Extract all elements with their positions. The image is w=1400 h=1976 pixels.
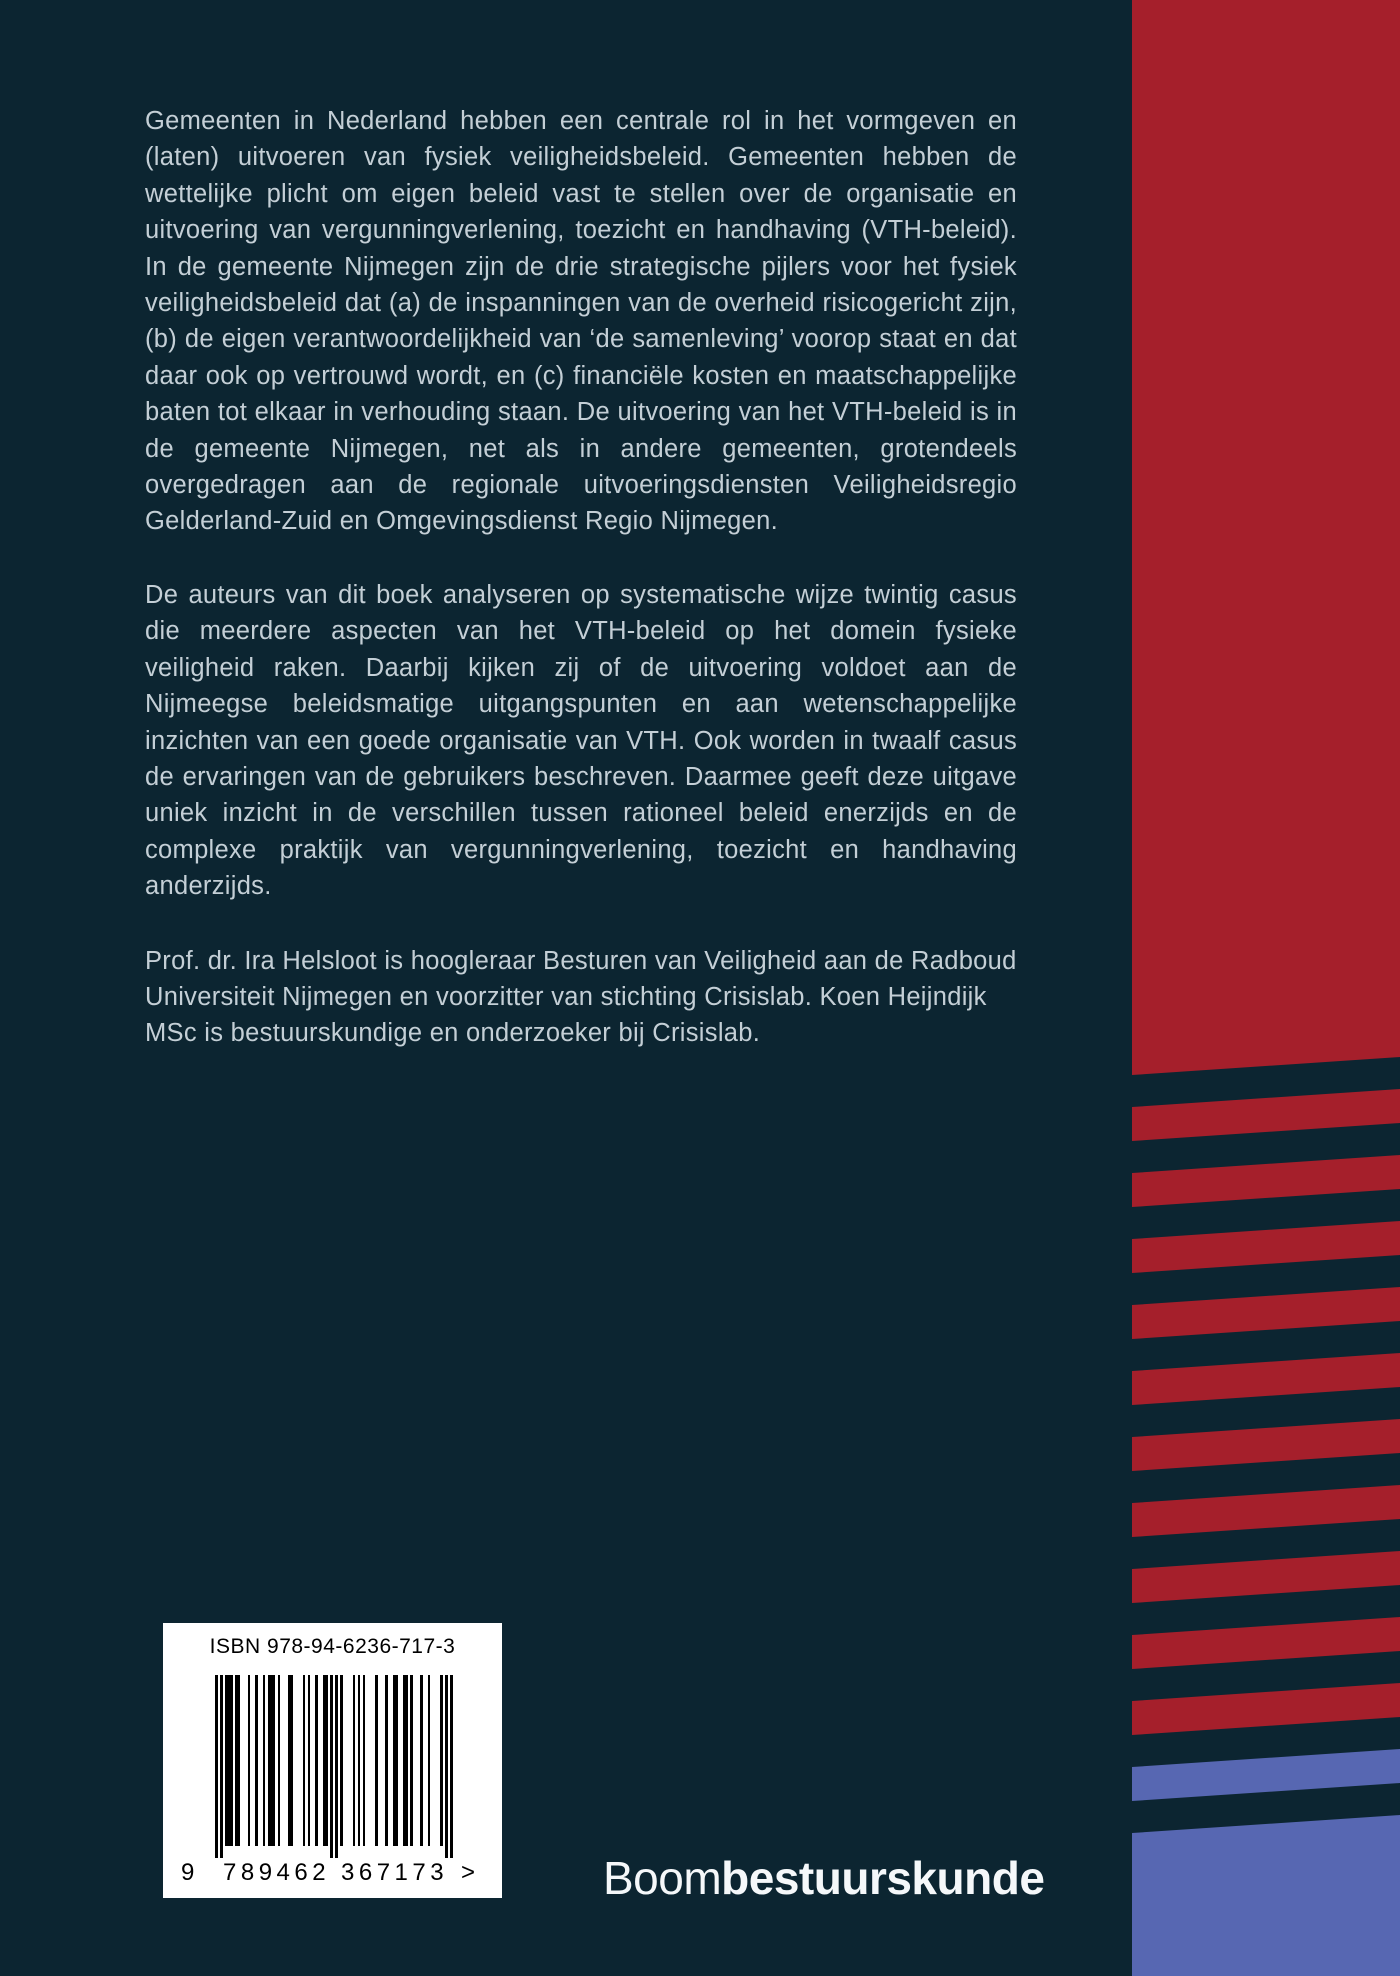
barcode-bar [273, 1675, 276, 1846]
isbn-label: ISBN 978-94-6236-717-3 [209, 1635, 456, 1658]
author-bio: Prof. dr. Ira Helsloot is hoogleraar Besturen van Veiligheid aan de Radboud Universiteit Nijmegen en voorzitter van stichting Crisislab. Koen Heijndijk MSc is bestuurskundige en onderzoeker bij Crisislab. [145, 946, 1017, 1048]
red-stripe [1132, 1155, 1400, 1207]
barcode-bar [358, 1675, 361, 1846]
barcode-bar [385, 1675, 388, 1846]
barcode-guard-bar [335, 1675, 338, 1858]
barcode-digit-lead: 9 [181, 1859, 195, 1886]
barcode-guard-bar [330, 1675, 333, 1858]
publisher-name-regular: Boom [603, 1852, 722, 1904]
barcode-bar [290, 1675, 293, 1846]
red-stripe [1132, 1287, 1400, 1339]
barcode-bar [410, 1675, 413, 1846]
publisher-name-bold: bestuurskunde [721, 1852, 1045, 1904]
red-stripe [1132, 1551, 1400, 1603]
stripe-decoration-svg [1132, 0, 1400, 1976]
red-stripe [1132, 1353, 1400, 1405]
blurb-paragraph-1: Gemeenten in Nederland hebben een centrale rol in het vormgeven en (laten) uitvoeren van fysiek veiligheidsbeleid. Gemeenten hebben de wettelijke plicht om eigen beleid vast te stellen over de organisatie en uitvoering van vergunningverlening, toezicht en handhaving (VTH-beleid). In de gemeente Nijmegen zijn de drie strategische pijlers voor het fysiek veiligheidsbeleid dat (a) de inspanningen van de overheid risicogericht zijn, (b) de eigen verantwoordelijkheid van ‘de samenleving’ voorop staat en dat daar ook op vertrouwd wordt, en (c) financiële kosten en maatschappelijke baten tot elkaar in verhouding staan. De uitvoering van het VTH-beleid is in de gemeente Nijmegen, net als in andere gemeenten, grotendeels overgedragen aan de regionale uitvoeringsdiensten Veiligheidsregio Gelderland-Zuid en Omgevingsdienst Regio Nijmegen. [145, 107, 1017, 536]
red-block [1132, 0, 1400, 1075]
barcode-panel [163, 1623, 502, 1898]
barcode-guard-bar [220, 1675, 223, 1858]
barcode-bar [263, 1675, 266, 1846]
barcode-bar [395, 1675, 398, 1846]
barcode-guard-bar [445, 1675, 448, 1858]
barcode-bar [238, 1675, 241, 1846]
red-stripe [1132, 1485, 1400, 1537]
barcode-bar [340, 1675, 343, 1846]
barcode-end-marker: > [461, 1859, 476, 1886]
blurb-text [145, 103, 1017, 1052]
barcode-bar [375, 1675, 378, 1846]
barcode-bar [278, 1675, 281, 1846]
barcode-digits [163, 1859, 502, 1889]
barcode-bar [420, 1675, 423, 1846]
barcode-bar [315, 1675, 318, 1846]
stripe-decoration [1132, 0, 1400, 1976]
barcode-bar [428, 1675, 431, 1846]
barcode-bar [353, 1675, 356, 1846]
barcode-bar [325, 1675, 328, 1846]
barcode-bar [308, 1675, 311, 1846]
red-stripe [1132, 1221, 1400, 1273]
red-stripe [1132, 1683, 1400, 1735]
barcode-bar [255, 1675, 258, 1846]
barcode-bars [215, 1675, 453, 1858]
blue-stripe [1132, 1749, 1400, 1801]
red-stripe [1132, 1419, 1400, 1471]
barcode-bar [248, 1675, 251, 1846]
barcode-bar [303, 1675, 306, 1846]
barcode-bar [230, 1675, 233, 1846]
blurb-paragraph-2: De auteurs van dit boek analyseren op systematische wijze twintig casus die meerdere aspecten van het VTH-beleid op het domein fysieke veiligheid raken. Daarbij kijken zij of de uitvoering voldoet aan de Nijmeegse beleidsmatige uitgangspunten en aan wetenschappelijke inzichten van een goede organisatie van VTH. Ook worden in twaalf casus de ervaringen van de gebruikers beschreven. Daarmee geeft deze uitgave uniek inzicht in de verschillen tussen rationeel beleid enerzijds en de complexe praktijk van vergunningverlening, toezicht en handhaving anderzijds. [145, 580, 1017, 901]
blue-block [1132, 1815, 1400, 1976]
barcode-bar [440, 1675, 443, 1846]
red-stripe [1132, 1617, 1400, 1669]
barcode-bar [363, 1675, 366, 1846]
barcode-guard-bar [450, 1675, 453, 1858]
barcode-digit-group2: 367173 [341, 1859, 449, 1886]
barcode-guard-bar [215, 1675, 218, 1858]
barcode-digit-group1: 789462 [223, 1859, 331, 1886]
publisher-logo [603, 1852, 1045, 1905]
barcode-bar [405, 1675, 408, 1846]
red-stripe [1132, 1089, 1400, 1141]
